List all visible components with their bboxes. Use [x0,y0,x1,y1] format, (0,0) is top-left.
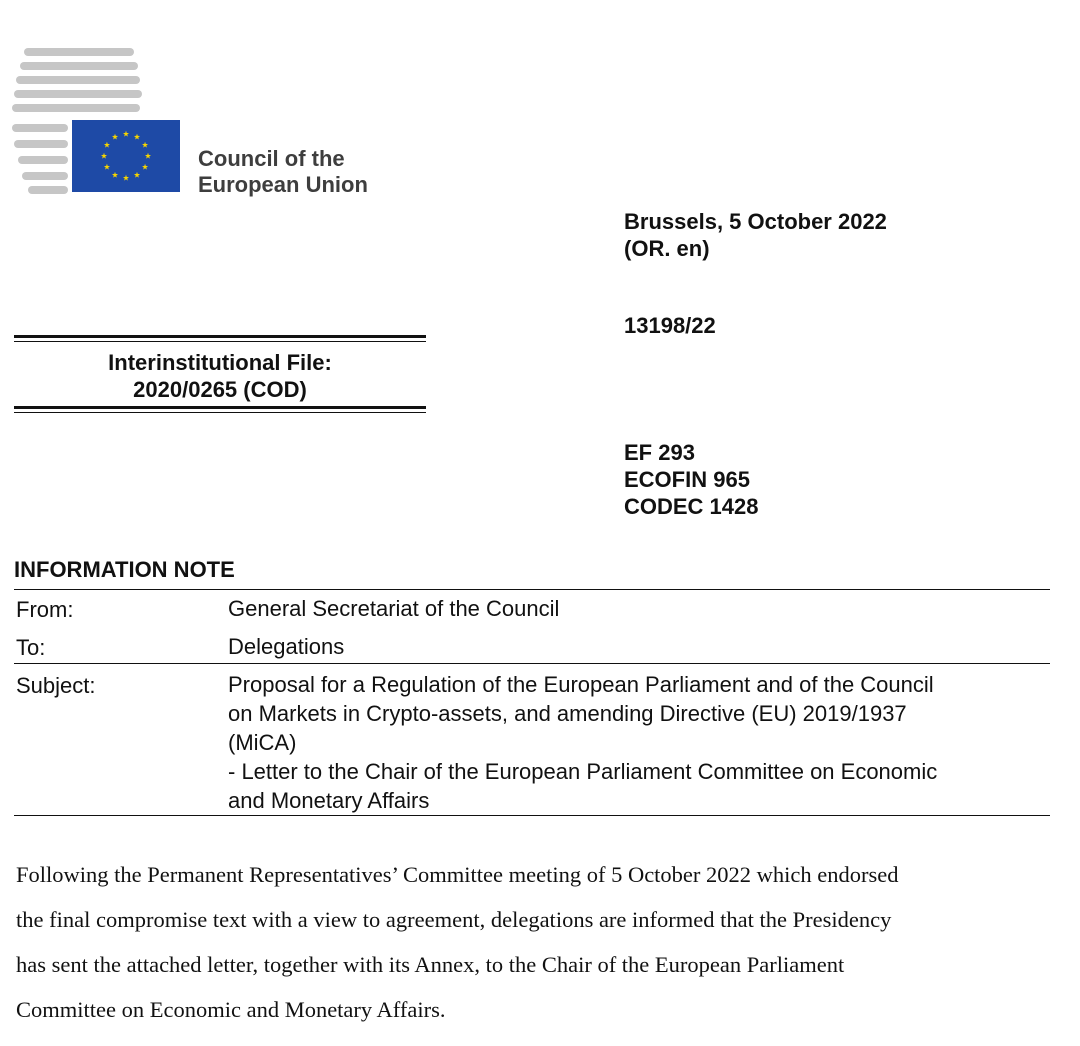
original-language: (OR. en) [624,236,710,261]
classification-codes [624,439,759,520]
from-label: From: [16,597,74,622]
logo-stripe [12,124,68,132]
subject-line: (MiCA) [228,730,297,755]
table-rule [14,589,1050,590]
logo-stripe [20,62,138,70]
table-rule [14,663,1050,664]
eu-star-icon [104,142,110,148]
subject-label: Subject: [16,673,96,698]
eu-star-icon [134,172,140,178]
logo-stripe [16,76,140,84]
logo-stripe [24,48,134,56]
org-name-line-1: Council of the [198,146,345,171]
eu-star-icon [134,134,140,140]
logo-stripe [14,140,68,148]
eu-stars-icon [72,120,180,192]
subject-line: Proposal for a Regulation of the European Parliament and of the Council [228,672,934,697]
table-rule [14,815,1050,816]
interinstitutional-file-box [14,335,426,413]
logo-stripe [14,90,142,98]
paragraph-line: has sent the attached letter, together with its Annex, to the Chair of the European Parliament [16,952,845,977]
eu-star-icon [142,142,148,148]
subject-line: and Monetary Affairs [228,788,430,813]
council-logo [12,44,412,204]
code-codec: CODEC 1428 [624,494,759,519]
organisation-name [198,146,368,198]
from-value: General Secretariat of the Council [228,596,560,621]
subject-line: - Letter to the Chair of the European Parliament Committee on Economic [228,759,938,784]
eu-star-icon [123,175,129,181]
place-date-block [624,208,887,262]
logo-stripe [12,104,140,112]
eu-star-icon [101,153,107,159]
code-ecofin: ECOFIN 965 [624,467,750,492]
eu-star-icon [112,134,118,140]
logo-stripe [28,186,68,194]
note-title: INFORMATION NOTE [14,557,235,582]
eu-star-icon [104,164,110,170]
paragraph-line: Following the Permanent Representatives’ Committee meeting of 5 October 2022 which endorsed [16,862,899,887]
eu-star-icon [145,153,151,159]
subject-line: on Markets in Crypto-assets, and amending Directive (EU) 2019/1937 [228,701,907,726]
file-label: Interinstitutional File: [108,350,332,375]
place-date: Brussels, 5 October 2022 [624,209,887,234]
logo-stripe [22,172,68,180]
logo-stripe [18,156,68,164]
eu-star-icon [112,172,118,178]
document-number: 13198/22 [624,313,716,338]
file-number: 2020/0265 (COD) [133,377,307,402]
subject-value [228,670,937,815]
paragraph-line: Committee on Economic and Monetary Affairs. [16,997,446,1022]
to-value: Delegations [228,634,345,659]
interinstitutional-file [14,349,426,403]
body-paragraph [16,852,1056,1032]
paragraph-line: the final compromise text with a view to agreement, delegations are informed that the Presidency [16,907,892,932]
to-label: To: [16,635,46,660]
double-rule-bottom [14,406,426,413]
eu-star-icon [142,164,148,170]
org-name-line-2: European Union [198,172,368,197]
eu-flag-icon [72,120,180,192]
code-ef: EF 293 [624,440,695,465]
double-rule-top [14,335,426,342]
eu-star-icon [123,131,129,137]
